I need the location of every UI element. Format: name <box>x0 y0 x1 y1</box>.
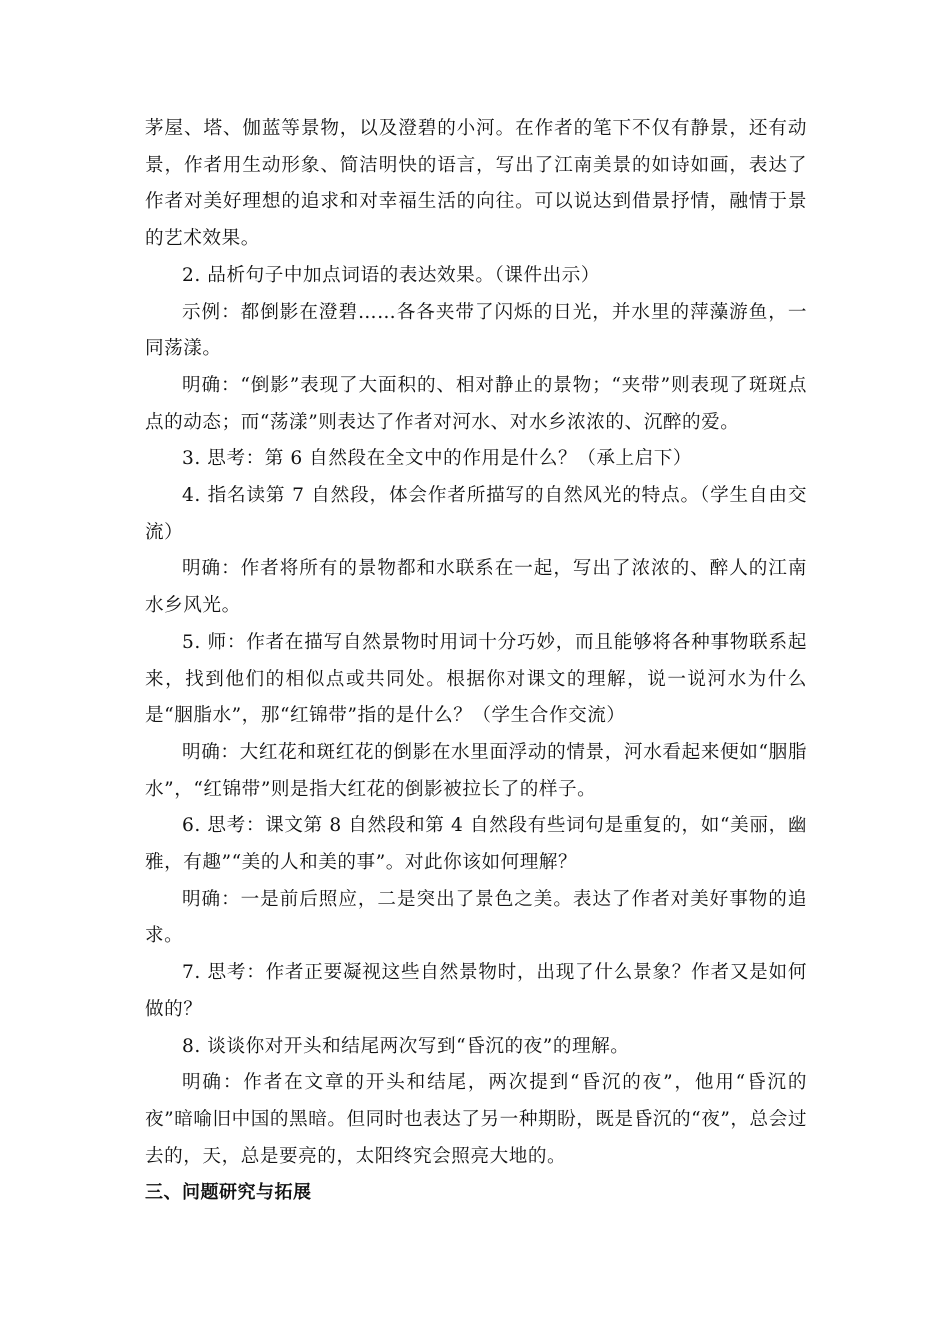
paragraph-answer-6: 明确：一是前后照应，二是突出了景色之美。表达了作者对美好事物的追求。 <box>145 888 807 947</box>
paragraph-example: 示例：都倒影在澄碧……各各夹带了闪烁的日光，并水里的萍藻游鱼，一同荡漾。 <box>145 301 807 360</box>
paragraph-answer-4: 明确：作者将所有的景物都和水联系在一起，写出了浓浓的、醉人的江南水乡风光。 <box>145 558 807 617</box>
paragraph-item-3: 3. 思考：第 6 自然段在全文中的作用是什么？（承上启下） <box>182 448 693 470</box>
paragraph-item-5: 5. 师：作者在描写自然景物时用词十分巧妙，而且能够将各种事物联系起来，找到他们的相似点或共同处。根据你对课文的理解，说一说河水为什么是“胭脂水”，那“红锦带”指的是什么？（学生合作交流） <box>145 631 807 727</box>
paragraph-item-8: 8. 谈谈你对开头和结尾两次写到“昏沉的夜”的理解。 <box>182 1035 630 1057</box>
section-heading: 三、问题研究与拓展 <box>145 1182 312 1204</box>
paragraph-item-6: 6. 思考：课文第 8 自然段和第 4 自然段有些词句是重复的，如“美丽，幽雅，有趣”“美的人和美的事”。对此你该如何理解？ <box>145 815 807 874</box>
paragraph-item-4: 4. 指名读第 7 自然段，体会作者所描写的自然风光的特点。（学生自由交流） <box>145 485 807 543</box>
paragraph-answer-2: 明确：“倒影”表现了大面积的、相对静止的景物；“夹带”则表现了斑斑点点的动态；而“荡漾”则表达了作者对河水、对水乡浓浓的、沉醉的爱。 <box>145 374 807 433</box>
paragraph-continuation: 茅屋、塔、伽蓝等景物，以及澄碧的小河。在作者的笔下不仅有静景，还有动景，作者用生动形象、简洁明快的语言，写出了江南美景的如诗如画，表达了作者对美好理想的追求和对幸福生活的向往。可以说达到借景抒情，融情于景的艺术效果。 <box>145 118 807 250</box>
document-body <box>145 111 807 1212</box>
paragraph-answer-5: 明确：大红花和斑红花的倒影在水里面浮动的情景，河水看起来便如“胭脂水”，“红锦带”则是指大红花的倒影被拉长了的样子。 <box>145 741 807 800</box>
paragraph-answer-8: 明确：作者在文章的开头和结尾，两次提到“昏沉的夜”，他用“昏沉的夜”暗喻旧中国的黑暗。但同时也表达了另一种期盼，既是昏沉的“夜”，总会过去的，天，总是要亮的，太阳终究会照亮大地的。 <box>145 1072 807 1167</box>
paragraph-item-2: 2. 品析句子中加点词语的表达效果。（课件出示） <box>182 264 601 286</box>
paragraph-item-7: 7. 思考：作者正要凝视这些自然景物时，出现了什么景象？作者又是如何做的？ <box>145 962 807 1020</box>
